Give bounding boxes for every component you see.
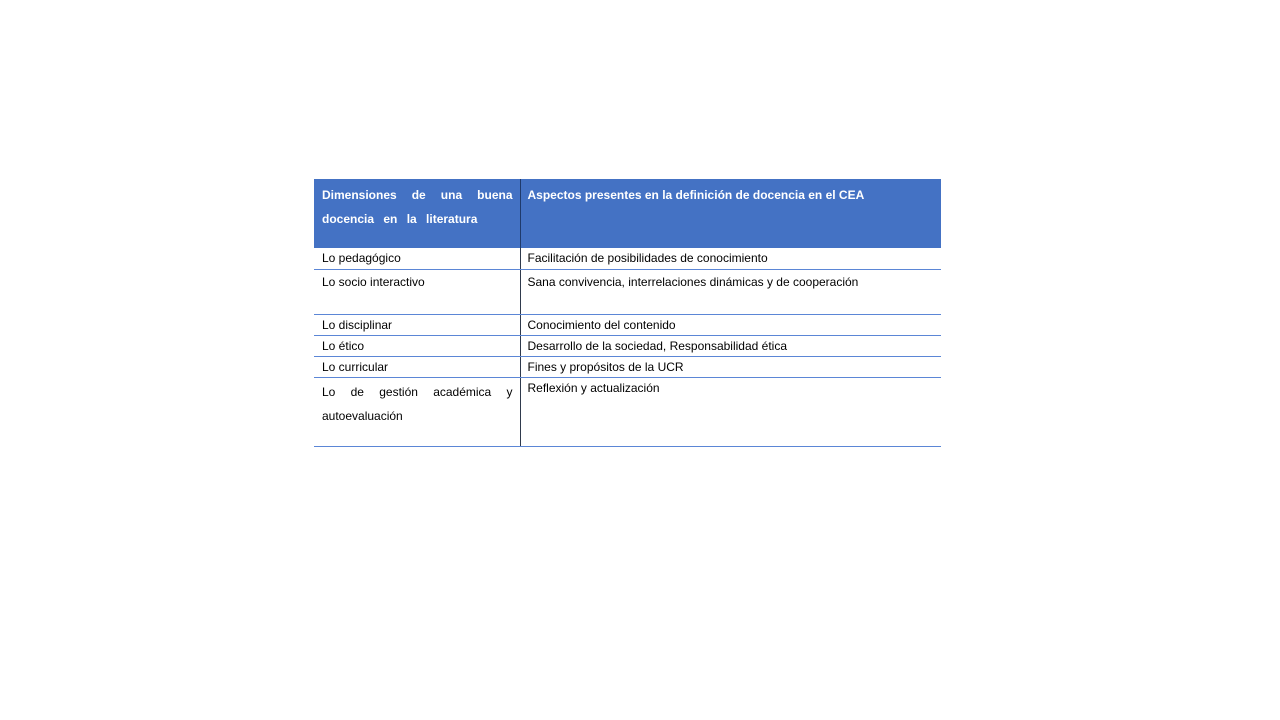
aspecto-cell: Conocimiento del contenido [520,314,941,335]
aspecto-cell: Reflexión y actualización [520,377,941,446]
table-row [314,377,941,446]
table-row [314,314,941,335]
table-row [314,248,941,269]
table-row [314,356,941,377]
table-row [314,269,941,314]
dimension-cell: Lo de gestión académica y autoevaluación [314,377,520,446]
dimension-cell: Lo ético [314,335,520,356]
aspecto-cell: Desarrollo de la sociedad, Responsabilidad ética [520,335,941,356]
aspecto-cell: Facilitación de posibilidades de conocimiento [520,248,941,269]
dimension-cell: Lo socio interactivo [314,269,520,314]
aspecto-cell: Sana convivencia, interrelaciones dinámicas y de cooperación [520,269,941,314]
table-header-row [314,179,941,248]
header-dimensiones: Dimensiones de una buena docencia en la literatura [314,179,520,248]
dimension-cell: Lo disciplinar [314,314,520,335]
dimension-cell: Lo pedagógico [314,248,520,269]
table-row [314,335,941,356]
dimension-cell: Lo curricular [314,356,520,377]
aspecto-cell: Fines y propósitos de la UCR [520,356,941,377]
header-aspectos: Aspectos presentes en la definición de docencia en el CEA [520,179,941,248]
dimensions-table [314,179,941,447]
